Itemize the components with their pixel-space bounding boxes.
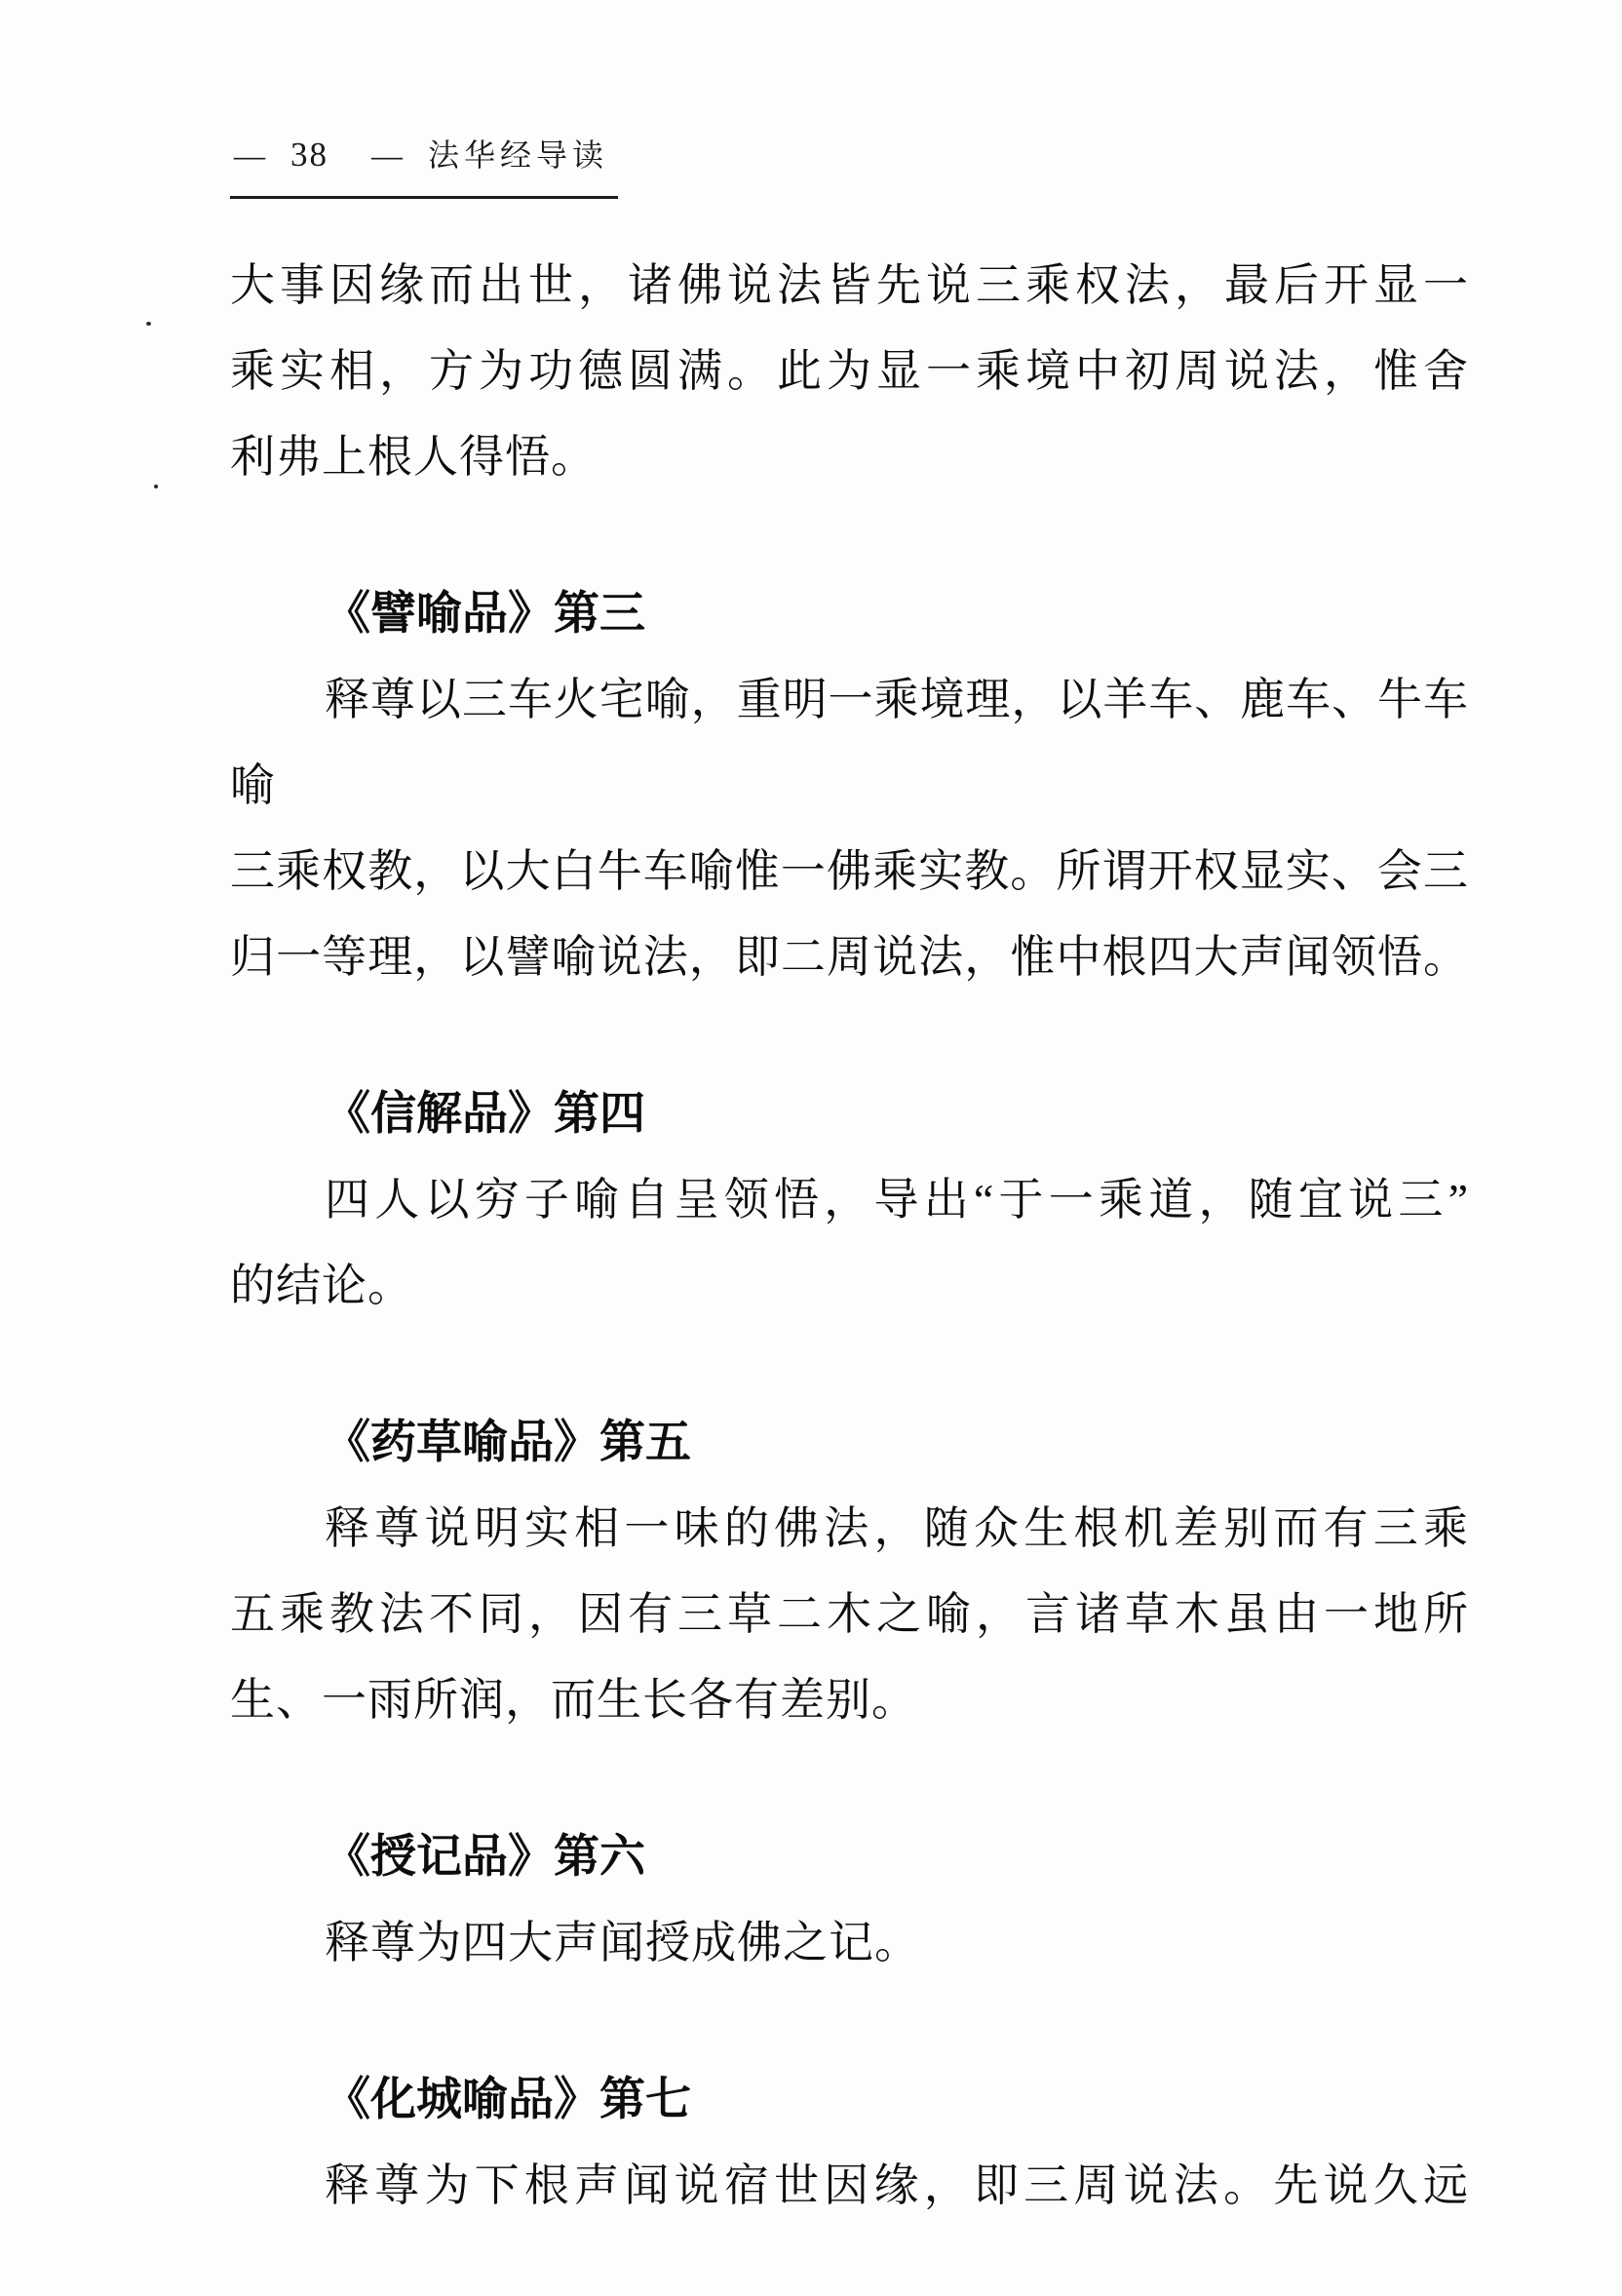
text-line: 五乘教法不同，因有三草二木之喻，言诸草木虽由一地所 <box>230 1589 1468 1639</box>
text-line: 生、一雨所润，而生长各有差别。 <box>230 1675 917 1725</box>
paragraph <box>230 1900 1468 1986</box>
scan-speck <box>154 485 158 488</box>
text-line: 四人以穷子喻自呈领悟，导出“于一乘道，随宜说三” <box>325 1175 1468 1225</box>
running-head-dash-left: — <box>234 137 265 173</box>
page-content <box>230 243 1468 2229</box>
text-line: 利弗上根人得悟。 <box>230 432 597 482</box>
scan-speck <box>146 322 151 326</box>
paragraph <box>230 2143 1468 2229</box>
section-heading: 《授记品》第六 <box>325 1832 645 1883</box>
paragraph <box>230 1486 1468 1743</box>
paragraph <box>230 243 1468 500</box>
section-heading: 《譬喻品》第三 <box>325 589 645 640</box>
section-heading: 《化城喻品》第七 <box>325 2075 691 2125</box>
text-line: 归一等理，以譬喻说法，即二周说法，惟中根四大声闻领悟。 <box>230 932 1468 982</box>
text-line: 释尊以三车火宅喻，重明一乘境理，以羊车、鹿车、牛车喻 <box>230 675 1468 810</box>
page-number: 38 <box>290 136 328 174</box>
text-line: 释尊说明实相一味的佛法，随众生根机差别而有三乘 <box>325 1503 1468 1553</box>
text-line: 三乘权教，以大白牛车喻惟一佛乘实教。所谓开权显实、会三 <box>230 846 1468 896</box>
text-line: 大事因缘而出世，诸佛说法皆先说三乘权法，最后开显一 <box>230 260 1468 310</box>
paragraph <box>230 1157 1468 1329</box>
paragraph <box>230 657 1468 1000</box>
text-line: 乘实相，方为功德圆满。此为显一乘境中初周说法，惟舍 <box>230 346 1468 396</box>
running-head-rule <box>230 196 618 199</box>
text-line: 释尊为四大声闻授成佛之记。 <box>325 1918 920 1967</box>
section-heading: 《信解品》第四 <box>325 1089 645 1140</box>
book-title: 法华经导读 <box>428 137 609 173</box>
text-line: 的结论。 <box>230 1261 413 1310</box>
section-heading: 《药草喻品》第五 <box>325 1418 691 1468</box>
running-head <box>234 131 608 175</box>
running-head-dash-right: — <box>371 137 403 173</box>
text-line: 释尊为下根声闻说宿世因缘，即三周说法。先说久远 <box>325 2160 1468 2210</box>
